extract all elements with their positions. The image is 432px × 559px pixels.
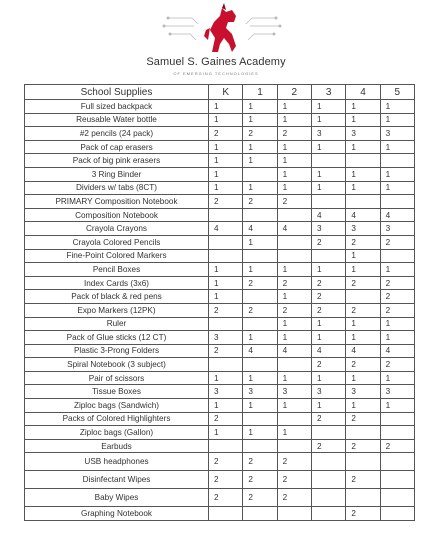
supply-quantity	[346, 195, 380, 209]
supply-quantity	[243, 317, 277, 331]
supply-item-name: Crayola Crayons	[25, 222, 209, 236]
supply-quantity	[311, 154, 345, 168]
supply-quantity	[311, 489, 345, 507]
supply-item-name: Crayola Colored Pencils	[25, 235, 209, 249]
supply-quantity: 2	[380, 358, 414, 372]
supply-quantity: 1	[380, 371, 414, 385]
supply-quantity: 3	[380, 222, 414, 236]
supply-quantity: 1	[311, 140, 345, 154]
supply-quantity	[346, 290, 380, 304]
supply-quantity: 2	[277, 127, 311, 141]
supply-quantity: 1	[380, 140, 414, 154]
supply-quantity: 1	[311, 263, 345, 277]
table-row	[25, 290, 415, 304]
supply-quantity: 1	[209, 263, 243, 277]
supply-item-name: Full sized backpack	[25, 100, 209, 114]
header-school-supplies: School Supplies	[25, 85, 209, 100]
supply-item-name: Earbuds	[25, 439, 209, 453]
supply-quantity: 2	[243, 276, 277, 290]
table-row	[25, 263, 415, 277]
supply-quantity	[311, 507, 345, 521]
supply-quantity	[243, 507, 277, 521]
supply-quantity: 2	[209, 344, 243, 358]
supply-item-name: Fine-Point Colored Markers	[25, 249, 209, 263]
supply-item-name: Ruler	[25, 317, 209, 331]
table-row	[25, 222, 415, 236]
supply-quantity	[243, 208, 277, 222]
supply-quantity: 1	[311, 317, 345, 331]
supply-quantity	[243, 249, 277, 263]
table-row	[25, 344, 415, 358]
supply-quantity: 4	[277, 344, 311, 358]
supply-quantity	[209, 235, 243, 249]
supply-item-name: Baby Wipes	[25, 489, 209, 507]
supply-quantity: 2	[209, 303, 243, 317]
header-grade: 2	[277, 85, 311, 100]
supply-quantity: 3	[311, 127, 345, 141]
mustang-circuit-logo-icon	[162, 0, 282, 56]
supply-quantity: 1	[243, 181, 277, 195]
supply-quantity: 1	[243, 113, 277, 127]
table-row	[25, 371, 415, 385]
table-row	[25, 181, 415, 195]
supply-quantity	[380, 471, 414, 489]
supply-quantity: 1	[311, 181, 345, 195]
supply-quantity: 2	[311, 290, 345, 304]
supply-quantity: 2	[380, 303, 414, 317]
table-row	[25, 154, 415, 168]
supply-quantity: 1	[311, 113, 345, 127]
table-row	[25, 317, 415, 331]
supply-quantity: 2	[346, 471, 380, 489]
supply-quantity: 1	[311, 331, 345, 345]
supply-quantity: 1	[380, 263, 414, 277]
supply-quantity: 2	[243, 303, 277, 317]
supply-quantity: 1	[209, 140, 243, 154]
supply-quantity	[380, 426, 414, 440]
supply-quantity: 2	[243, 471, 277, 489]
supply-quantity	[380, 154, 414, 168]
supply-quantity	[346, 154, 380, 168]
supply-quantity	[243, 358, 277, 372]
supply-quantity: 2	[311, 235, 345, 249]
supply-quantity: 1	[311, 167, 345, 181]
header-grade: 4	[346, 85, 380, 100]
supply-quantity: 1	[243, 399, 277, 413]
supply-quantity: 1	[380, 100, 414, 114]
supply-quantity: 1	[277, 181, 311, 195]
supply-item-name: Pencil Boxes	[25, 263, 209, 277]
supply-quantity: 1	[346, 263, 380, 277]
supply-quantity: 1	[209, 290, 243, 304]
table-row	[25, 426, 415, 440]
supply-quantity: 1	[346, 317, 380, 331]
supply-quantity: 1	[209, 100, 243, 114]
table-row	[25, 471, 415, 489]
table-row	[25, 412, 415, 426]
supply-quantity	[209, 439, 243, 453]
supply-quantity: 1	[243, 371, 277, 385]
supply-quantity: 2	[209, 195, 243, 209]
supply-quantity: 1	[209, 399, 243, 413]
supply-quantity: 3	[209, 331, 243, 345]
table-row	[25, 507, 415, 521]
supply-quantity: 2	[243, 127, 277, 141]
supply-quantity: 2	[311, 276, 345, 290]
supply-quantity	[380, 489, 414, 507]
supply-quantity: 2	[209, 127, 243, 141]
supply-quantity: 1	[243, 154, 277, 168]
supply-quantity: 2	[277, 276, 311, 290]
supply-quantity: 1	[311, 100, 345, 114]
supply-quantity	[311, 249, 345, 263]
supply-item-name: Pack of Glue sticks (12 CT)	[25, 331, 209, 345]
table-row	[25, 235, 415, 249]
table-row	[25, 453, 415, 471]
supply-item-name: Ziploc bags (Sandwich)	[25, 399, 209, 413]
supply-quantity: 1	[277, 331, 311, 345]
supply-quantity: 1	[380, 331, 414, 345]
table-row	[25, 208, 415, 222]
supply-item-name: Composition Notebook	[25, 208, 209, 222]
supply-quantity	[277, 412, 311, 426]
supply-quantity: 1	[380, 167, 414, 181]
supply-quantity: 3	[346, 222, 380, 236]
supply-quantity: 2	[243, 489, 277, 507]
supply-item-name: 3 Ring Binder	[25, 167, 209, 181]
supply-quantity	[380, 412, 414, 426]
supply-quantity	[243, 290, 277, 304]
supply-quantity: 2	[346, 507, 380, 521]
supply-quantity: 2	[209, 412, 243, 426]
supply-quantity: 3	[380, 127, 414, 141]
supply-quantity: 1	[243, 100, 277, 114]
supply-quantity: 2	[346, 439, 380, 453]
table-row	[25, 303, 415, 317]
supply-quantity	[380, 249, 414, 263]
supply-quantity: 1	[209, 371, 243, 385]
supply-quantity: 2	[209, 471, 243, 489]
supply-item-name: Plastic 3-Prong Folders	[25, 344, 209, 358]
table-row	[25, 276, 415, 290]
supply-quantity: 1	[277, 317, 311, 331]
supply-quantity: 3	[346, 127, 380, 141]
supply-quantity: 2	[380, 276, 414, 290]
header-grade: 1	[243, 85, 277, 100]
supply-quantity: 1	[209, 113, 243, 127]
supply-quantity: 1	[380, 317, 414, 331]
supply-quantity	[380, 453, 414, 471]
supply-item-name: Expo Markers (12PK)	[25, 303, 209, 317]
supply-quantity: 2	[277, 195, 311, 209]
supply-item-name: Ziploc bags (Gallon)	[25, 426, 209, 440]
supply-quantity: 2	[243, 195, 277, 209]
supply-quantity: 1	[277, 426, 311, 440]
supply-quantity	[243, 167, 277, 181]
supply-quantity: 1	[277, 399, 311, 413]
supply-quantity: 1	[346, 331, 380, 345]
supply-quantity	[346, 489, 380, 507]
table-row	[25, 100, 415, 114]
supply-quantity: 2	[346, 412, 380, 426]
header-grade: 5	[380, 85, 414, 100]
supply-item-name: Graphing Notebook	[25, 507, 209, 521]
supply-quantity: 2	[277, 303, 311, 317]
supply-quantity: 3	[243, 385, 277, 399]
supply-quantity	[277, 249, 311, 263]
supply-quantity: 3	[209, 385, 243, 399]
supply-quantity: 1	[243, 331, 277, 345]
supply-item-name: Pack of black & red pens	[25, 290, 209, 304]
table-header-row	[25, 85, 415, 100]
supply-quantity: 2	[277, 489, 311, 507]
supply-item-name: Index Cards (3x6)	[25, 276, 209, 290]
supply-item-name: PRIMARY Composition Notebook	[25, 195, 209, 209]
supply-quantity: 1	[243, 235, 277, 249]
table-row	[25, 113, 415, 127]
supply-quantity: 2	[380, 235, 414, 249]
supply-quantity	[277, 439, 311, 453]
supply-quantity	[380, 195, 414, 209]
supply-item-name: Pack of cap erasers	[25, 140, 209, 154]
supply-quantity: 2	[346, 303, 380, 317]
supply-quantity: 2	[311, 358, 345, 372]
supply-quantity: 2	[346, 276, 380, 290]
supply-quantity	[209, 208, 243, 222]
supply-quantity: 1	[380, 181, 414, 195]
table-row	[25, 489, 415, 507]
supply-quantity: 1	[209, 154, 243, 168]
supply-quantity	[311, 453, 345, 471]
supply-item-name: Packs of Colored Highlighters	[25, 412, 209, 426]
supply-quantity	[380, 507, 414, 521]
supply-quantity: 1	[209, 276, 243, 290]
supply-quantity	[277, 358, 311, 372]
supply-quantity: 2	[346, 358, 380, 372]
supply-quantity: 1	[346, 371, 380, 385]
supply-quantity: 2	[311, 439, 345, 453]
supply-quantity: 1	[311, 399, 345, 413]
supply-quantity: 1	[277, 290, 311, 304]
supply-quantity: 1	[277, 263, 311, 277]
supply-quantity: 4	[380, 208, 414, 222]
supply-item-name: Spiral Notebook (3 subject)	[25, 358, 209, 372]
supply-quantity: 4	[311, 344, 345, 358]
supply-quantity: 1	[243, 263, 277, 277]
table-row	[25, 195, 415, 209]
supply-quantity: 1	[277, 154, 311, 168]
supply-quantity: 1	[380, 113, 414, 127]
supply-quantity: 1	[346, 113, 380, 127]
supply-quantity	[346, 453, 380, 471]
supply-quantity: 2	[277, 471, 311, 489]
supply-quantity: 4	[346, 344, 380, 358]
supply-quantity: 1	[380, 399, 414, 413]
supply-quantity: 1	[346, 167, 380, 181]
supply-quantity: 4	[243, 344, 277, 358]
supply-item-name: Tissue Boxes	[25, 385, 209, 399]
supply-item-name: Disinfectant Wipes	[25, 471, 209, 489]
supply-quantity: 2	[209, 453, 243, 471]
supply-quantity	[209, 358, 243, 372]
supply-quantity	[311, 195, 345, 209]
supply-quantity: 4	[346, 208, 380, 222]
supply-quantity: 1	[346, 140, 380, 154]
supply-quantity: 2	[243, 453, 277, 471]
supply-quantity: 1	[209, 181, 243, 195]
table-row	[25, 358, 415, 372]
supply-quantity: 1	[243, 426, 277, 440]
header-grade: K	[209, 85, 243, 100]
supply-quantity: 2	[346, 235, 380, 249]
school-name: Samuel S. Gaines Academy	[146, 56, 286, 68]
supply-quantity	[277, 507, 311, 521]
supply-quantity	[209, 249, 243, 263]
school-tagline: OF EMERGING TECHNOLOGIES	[173, 71, 259, 76]
supply-quantity	[243, 439, 277, 453]
supply-quantity: 4	[380, 344, 414, 358]
table-row	[25, 385, 415, 399]
supply-quantity	[311, 471, 345, 489]
supply-quantity: 3	[346, 385, 380, 399]
supply-quantity: 3	[311, 385, 345, 399]
table-row	[25, 127, 415, 141]
supply-quantity: 1	[346, 399, 380, 413]
supply-item-name: Pair of scissors	[25, 371, 209, 385]
supply-quantity: 3	[311, 222, 345, 236]
supply-quantity: 2	[311, 303, 345, 317]
supply-quantity: 2	[311, 412, 345, 426]
supply-quantity: 1	[209, 167, 243, 181]
supply-quantity: 1	[346, 100, 380, 114]
supply-item-name: Pack of big pink erasers	[25, 154, 209, 168]
supply-quantity: 2	[209, 489, 243, 507]
supply-item-name: USB headphones	[25, 453, 209, 471]
supply-quantity	[346, 426, 380, 440]
supply-item-name: Dividers w/ tabs (8CT)	[25, 181, 209, 195]
supply-table	[24, 84, 415, 521]
supply-quantity: 4	[243, 222, 277, 236]
supply-quantity: 2	[380, 290, 414, 304]
supply-quantity: 1	[277, 167, 311, 181]
supply-quantity: 1	[243, 140, 277, 154]
table-row	[25, 249, 415, 263]
table-row	[25, 439, 415, 453]
supply-quantity: 1	[277, 100, 311, 114]
supply-quantity	[311, 426, 345, 440]
table-row	[25, 399, 415, 413]
supply-quantity: 1	[277, 140, 311, 154]
supply-quantity: 4	[209, 222, 243, 236]
table-row	[25, 331, 415, 345]
supply-quantity: 1	[346, 249, 380, 263]
supply-quantity: 1	[277, 371, 311, 385]
supply-quantity: 1	[277, 113, 311, 127]
supply-quantity: 2	[380, 439, 414, 453]
supply-quantity: 1	[346, 181, 380, 195]
supply-item-name: Reusable Water bottle	[25, 113, 209, 127]
supply-quantity	[209, 317, 243, 331]
supply-quantity	[277, 235, 311, 249]
supply-item-name: #2 pencils (24 pack)	[25, 127, 209, 141]
supply-quantity: 1	[311, 371, 345, 385]
supply-quantity: 3	[380, 385, 414, 399]
supply-quantity	[277, 208, 311, 222]
supply-quantity: 1	[209, 426, 243, 440]
supply-quantity: 4	[277, 222, 311, 236]
supply-quantity	[243, 412, 277, 426]
header-grade: 3	[311, 85, 345, 100]
supply-quantity: 3	[277, 385, 311, 399]
supply-quantity: 4	[311, 208, 345, 222]
supply-quantity	[209, 507, 243, 521]
table-row	[25, 140, 415, 154]
table-row	[25, 167, 415, 181]
supply-quantity: 2	[277, 453, 311, 471]
